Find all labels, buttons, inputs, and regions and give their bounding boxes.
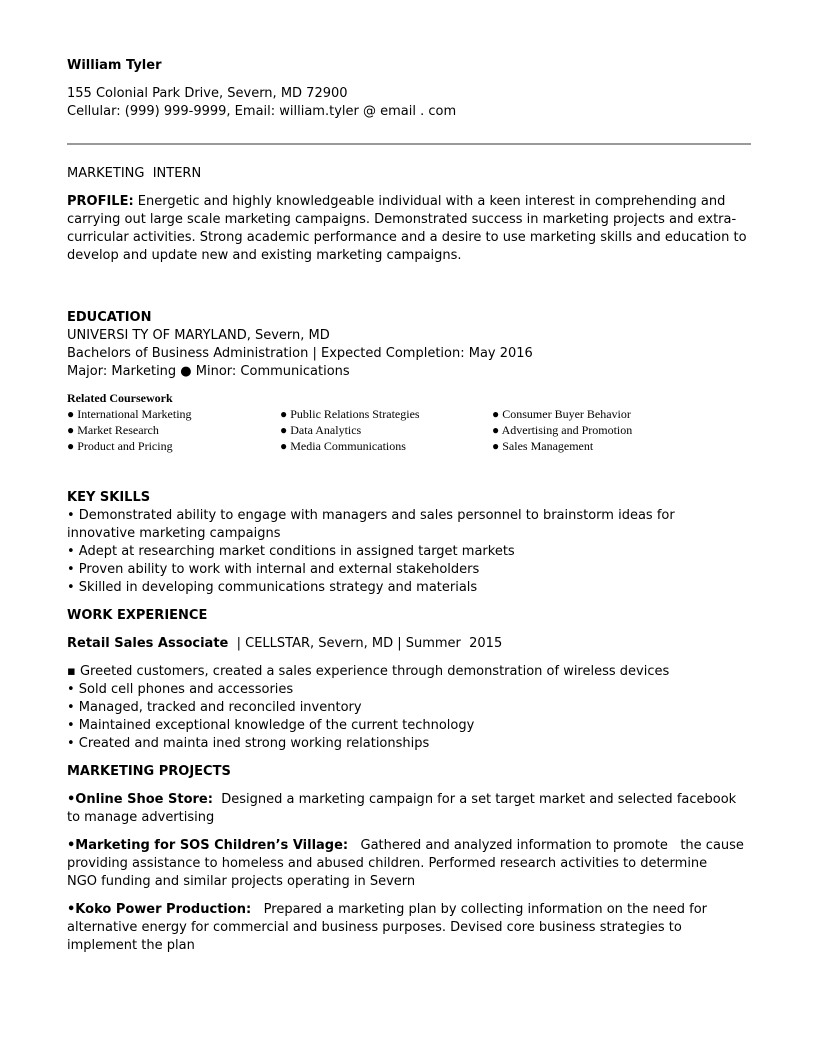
coursework-item: ● Consumer Buyer Behavior <box>492 407 631 421</box>
skill-item: • Proven ability to work with internal and external stakeholders <box>67 562 480 577</box>
profile-label: PROFILE: <box>67 194 134 209</box>
header-divider <box>67 143 751 145</box>
coursework-item: ● Data Analytics <box>280 423 362 437</box>
experience-item: • Managed, tracked and reconciled inventory <box>67 700 362 715</box>
experience-item: • Maintained exceptional knowledge of the current technology <box>67 718 475 733</box>
skill-item: • Adept at researching market conditions in assigned target markets <box>67 544 515 559</box>
project-text: to manage advertising <box>67 810 215 825</box>
job-detail: | CELLSTAR, Severn, MD | Summer 2015 <box>228 636 503 651</box>
coursework-item: ● Media Communications <box>280 439 406 453</box>
project-text: alternative energy for commercial and business purposes. Devised core business strategies to <box>67 920 682 935</box>
candidate-name: William Tyler <box>67 58 162 73</box>
coursework-column-2 <box>280 406 420 454</box>
coursework-column-3 <box>492 406 632 454</box>
contact-line: Cellular: (999) 999-9999, Email: william.tyler @ email . com <box>67 104 457 119</box>
skill-item: • Skilled in developing communications strategy and materials <box>67 580 478 595</box>
skill-item: innovative marketing campaigns <box>67 526 281 541</box>
job-title: Retail Sales Associate <box>67 636 229 651</box>
profile-paragraph <box>67 193 751 265</box>
objective-title: MARKETING INTERN <box>67 166 202 181</box>
project-item <box>67 901 757 955</box>
project-text: Prepared a marketing plan by collecting information on the need for <box>251 902 707 917</box>
project-title: •Online Shoe Store: <box>67 792 213 807</box>
job-line <box>67 635 757 653</box>
coursework-item: ● International Marketing <box>67 407 192 421</box>
project-title: •Koko Power Production: <box>67 902 252 917</box>
project-text: implement the plan <box>67 938 195 953</box>
coursework-item: ● Market Research <box>67 423 159 437</box>
coursework-column-1 <box>67 406 192 454</box>
degree-line: Bachelors of Business Administration | Expected Completion: May 2016 <box>67 346 533 361</box>
skill-item: • Demonstrated ability to engage with managers and sales personnel to brainstorm ideas for <box>67 508 675 523</box>
skills-list <box>67 507 757 597</box>
project-item <box>67 837 757 891</box>
coursework-title: Related Coursework <box>67 391 173 405</box>
experience-list <box>67 663 757 753</box>
address-line: 155 Colonial Park Drive, Severn, MD 72900 <box>67 86 348 101</box>
project-text: NGO funding and similar projects operating in Severn <box>67 874 416 889</box>
experience-item: • Created and mainta ined strong working relationships <box>67 736 430 751</box>
major-line: Major: Marketing ● Minor: Communications <box>67 364 350 379</box>
experience-item: ▪ Greeted customers, created a sales experience through demonstration of wireless devices <box>67 664 670 679</box>
education-heading: EDUCATION <box>67 310 152 325</box>
project-text: Designed a marketing campaign for a set target market and selected facebook <box>212 792 737 807</box>
coursework-item: ● Sales Management <box>492 439 594 453</box>
skills-heading: KEY SKILLS <box>67 490 151 505</box>
experience-item: • Sold cell phones and accessories <box>67 682 294 697</box>
school-line: UNIVERSI TY OF MARYLAND, Severn, MD <box>67 328 330 343</box>
coursework-item: ● Product and Pricing <box>67 439 173 453</box>
profile-text: Energetic and highly knowledgeable individual with a keen interest in comprehending and carrying out large scale marketing campaigns. Demonstrated success in marketing projects and extra-curricular activities. Strong academic performance and a desire to use marketing skills and education to develop and update new and existing marketing campaigns. <box>67 194 747 263</box>
experience-heading: WORK EXPERIENCE <box>67 608 208 623</box>
coursework-item: ● Advertising and Promotion <box>492 423 633 437</box>
project-text: Gathered and analyzed information to promote the cause <box>348 838 744 853</box>
coursework-item: ● Public Relations Strategies <box>280 407 420 421</box>
projects-heading: MARKETING PROJECTS <box>67 764 231 779</box>
project-text: providing assistance to homeless and abused children. Performed research activities to determine <box>67 856 708 871</box>
project-title: •Marketing for SOS Children’s Village: <box>67 838 349 853</box>
project-item <box>67 791 757 827</box>
